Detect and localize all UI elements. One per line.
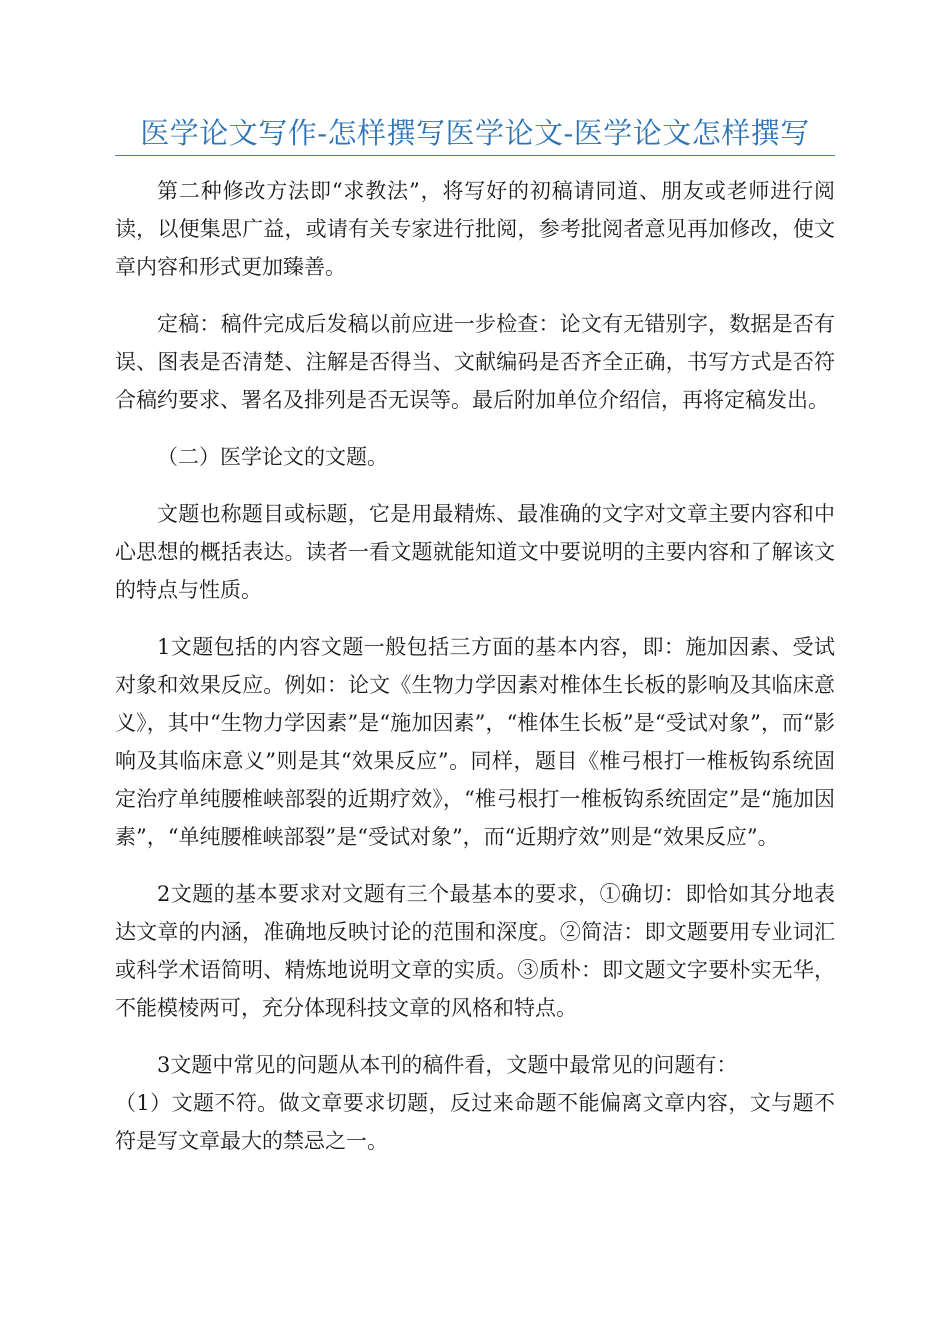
document-title: 医学论文写作-怎样撰写医学论文-医学论文怎样撰写 (140, 116, 810, 150)
paragraph-title-requirements: 2文题的基本要求对文题有三个最基本的要求，①确切：即恰如其分地表达文章的内涵，准确地反映讨论的范围和深度。②简洁：即文题要用专业词汇或科学术语简明、精炼地说明文章的实质。③质朴：即文题文字要朴实无华，不能模棱两可，充分体现科技文章的风格和特点。 (115, 882, 835, 1020)
paragraph-problem-1: （1）文题不符。做文章要求切题，反过来命题不能偏离文章内容，文与题不符是写文章最大的禁忌之一。 (115, 1091, 835, 1153)
paragraph-revision-method: 第二种修改方法即“求教法”，将写好的初稿请同道、朋友或老师进行阅读，以便集思广益，或请有关专家进行批阅，参考批阅者意见再加修改，使文章内容和形式更加臻善。 (115, 179, 835, 279)
paragraph-title-definition: 文题也称题目或标题，它是用最精炼、最准确的文字对文章主要内容和中心思想的概括表达。读者一看文题就能知道文中要说明的主要内容和了解该文的特点与性质。 (115, 502, 835, 602)
title-underline (115, 155, 835, 156)
paragraph-final-draft: 定稿：稿件完成后发稿以前应进一步检查：论文有无错别字，数据是否有误、图表是否清楚、注解是否得当、文献编码是否齐全正确，书写方式是否符合稿约要求、署名及排列是否无误等。最后附加单位介绍信，再将定稿发出。 (115, 312, 835, 412)
paragraph-common-problems: 3文题中常见的问题从本刊的稿件看，文题中最常见的问题有： (157, 1053, 738, 1077)
document-body (115, 172, 835, 1179)
section-heading-title: （二）医学论文的文题。 (157, 445, 388, 469)
paragraph-title-contents: 1文题包括的内容文题一般包括三方面的基本内容，即：施加因素、受试对象和效果反应。例如：论文《生物力学因素对椎体生长板的影响及其临床意义》，其中“生物力学因素”是“施加因素”，“椎体生长板”是“受试对象”，而“影响及其临床意义”则是其“效果反应”。同样，题目《椎弓根打一椎板钩系统固定治疗单纯腰椎峡部裂的近期疗效》，“椎弓根打一椎板钩系统固定”是“施加因素”，“单纯腰椎峡部裂”是“受试对象”，而“近期疗效”则是“效果反应”。 (115, 635, 835, 849)
